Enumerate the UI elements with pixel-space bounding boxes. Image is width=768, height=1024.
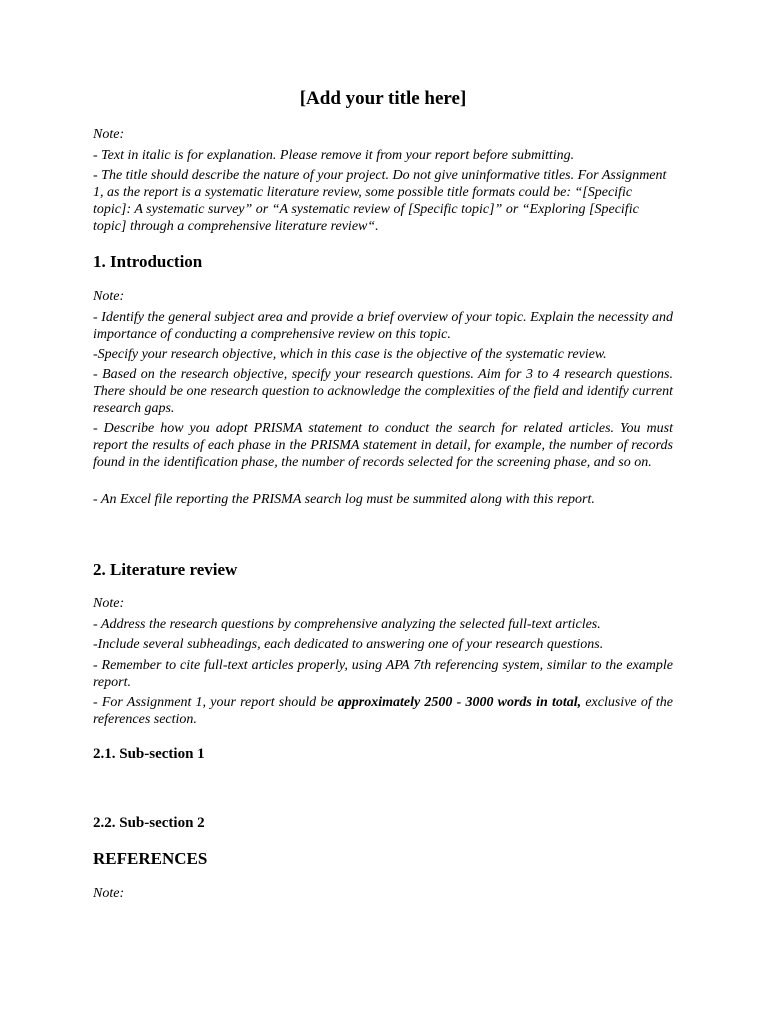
introduction-note-item: - Describe how you adopt PRISMA statement to conduct the search for related articles. You must report the results of each phase in the PRISMA statement in detail, for example, the number of records found in the identification phase, the number of records selected for the screening phase, and so on. <box>93 421 673 470</box>
subsection-heading-1: 2.1. Sub-section 1 <box>93 746 205 762</box>
word-count-requirement: approximately 2500 - 3000 words in total, <box>337 695 582 710</box>
word-count-suffix: exclusive of the references section. <box>93 695 674 727</box>
title-note-label: Note: <box>93 127 125 142</box>
section-heading-literature-review: 2. Literature review <box>93 560 238 579</box>
word-count-note <box>93 694 673 728</box>
document-title: [Add your title here] <box>299 88 467 109</box>
subsection-heading-2: 2.2. Sub-section 2 <box>93 815 205 831</box>
references-note-label: Note: <box>93 886 125 901</box>
literature-review-note-item: -Include several subheadings, each dedicated to answering one of your research questions. <box>93 637 604 652</box>
introduction-note-item: -Specify your research objective, which in this case is the objective of the systematic review. <box>93 347 607 362</box>
title-note-item: - Text in italic is for explanation. Please remove it from your report before submitting. <box>93 148 575 163</box>
literature-review-note-item: - Remember to cite full-text articles properly, using APA 7th referencing system, similar to the example report. <box>93 658 673 690</box>
introduction-note-item: - Identify the general subject area and provide a brief overview of your topic. Explain the necessity and importance of conducting a comprehensive review on this topic. <box>93 310 673 342</box>
literature-review-note-item: - Address the research questions by comprehensive analyzing the selected full-text articles. <box>93 617 601 632</box>
introduction-note-label: Note: <box>93 289 125 304</box>
title-note-item: - The title should describe the nature of your project. Do not give uninformative titles. For Assignment 1, as the report is a systematic literature review, some possible title formats could be: “[Specific topic]: A systematic survey” or “A systematic review of [Specific topic]” or “Exploring [Specific topic] through a comprehensive literature review“. <box>93 168 667 234</box>
section-heading-introduction: 1. Introduction <box>93 252 203 271</box>
word-count-prefix: - For Assignment 1, your report should be <box>93 695 338 710</box>
literature-review-note-label: Note: <box>93 596 125 611</box>
section-heading-references: REFERENCES <box>93 849 208 868</box>
introduction-note-item: - An Excel file reporting the PRISMA search log must be summited along with this report. <box>93 492 595 507</box>
introduction-note-item: - Based on the research objective, specify your research questions. Aim for 3 to 4 research questions. There should be one research question to acknowledge the complexities of the field and identify current research gaps. <box>93 367 673 416</box>
